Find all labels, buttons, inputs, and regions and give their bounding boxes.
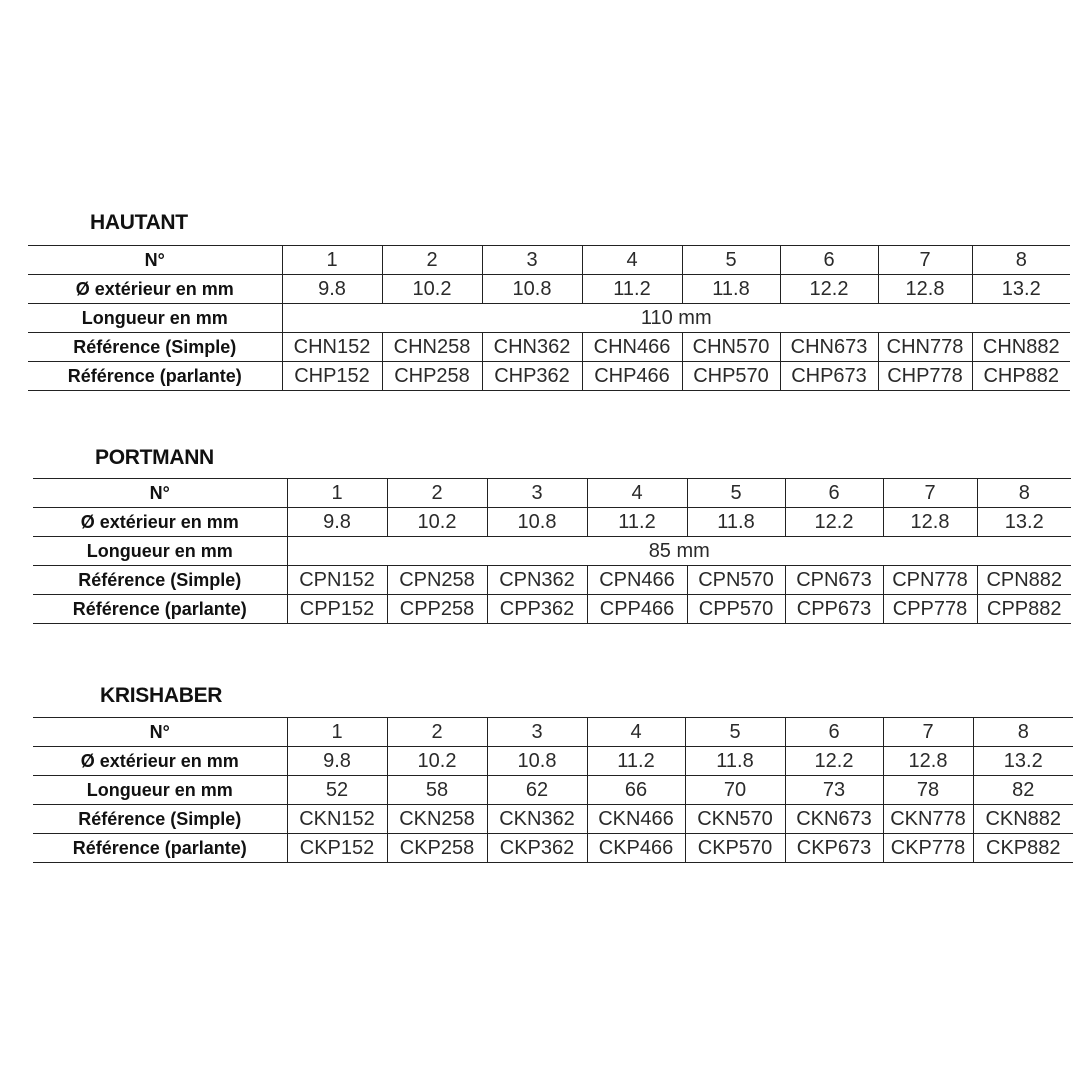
table-cell: 10.8 [487, 508, 587, 537]
table-cell: CHP570 [682, 362, 780, 391]
table-cell: 3 [487, 479, 587, 508]
table-cell: 12.2 [785, 508, 883, 537]
table-cell: 82 [973, 776, 1073, 805]
table-row [33, 747, 1073, 776]
table-row [33, 834, 1073, 863]
table-cell: 10.2 [387, 508, 487, 537]
row-label-length: Longueur en mm [28, 304, 282, 333]
spec-table [33, 717, 1073, 863]
table-cell: 13.2 [977, 508, 1071, 537]
table-cell: CKN673 [785, 805, 883, 834]
table-cell: CKN362 [487, 805, 587, 834]
table-cell: CKP570 [685, 834, 785, 863]
table-cell: CHP362 [482, 362, 582, 391]
table-row [33, 718, 1073, 747]
row-label-length: Longueur en mm [33, 537, 287, 566]
table-row [28, 275, 1070, 304]
table-cell: 13.2 [972, 275, 1070, 304]
row-label-ref-simple: Référence (Simple) [28, 333, 282, 362]
table-row [28, 246, 1070, 275]
table-cell: 78 [883, 776, 973, 805]
row-label-diameter: Ø extérieur en mm [33, 508, 287, 537]
row-label-length: Longueur en mm [33, 776, 287, 805]
table-cell: 1 [287, 718, 387, 747]
table-cell: 11.2 [587, 508, 687, 537]
row-label-number: N° [33, 718, 287, 747]
section-title: KRISHABER [100, 684, 223, 707]
table-cell: CKP152 [287, 834, 387, 863]
table-cell: CPN778 [883, 566, 977, 595]
spec-table [33, 478, 1071, 624]
table-cell: CPP673 [785, 595, 883, 624]
merged-length-cell: 85 mm [287, 537, 1071, 566]
table-cell: CKP673 [785, 834, 883, 863]
table-row [33, 508, 1071, 537]
table-cell: 9.8 [282, 275, 382, 304]
table-cell: 52 [287, 776, 387, 805]
table-cell: 5 [682, 246, 780, 275]
table-cell: CKP778 [883, 834, 973, 863]
table-cell: CHN570 [682, 333, 780, 362]
table-row [28, 304, 1070, 333]
table-cell: 9.8 [287, 747, 387, 776]
table-row [33, 595, 1071, 624]
table-cell: CKP258 [387, 834, 487, 863]
table-cell: 11.2 [582, 275, 682, 304]
table-cell: CHN466 [582, 333, 682, 362]
table-cell: CHP882 [972, 362, 1070, 391]
table-row [33, 776, 1073, 805]
table-cell: 1 [287, 479, 387, 508]
table-cell: 12.8 [883, 508, 977, 537]
table-cell: 66 [587, 776, 685, 805]
table-cell: 10.2 [387, 747, 487, 776]
row-label-number: N° [33, 479, 287, 508]
table-cell: 7 [883, 718, 973, 747]
table-cell: 11.2 [587, 747, 685, 776]
row-label-ref-parlante: Référence (parlante) [33, 595, 287, 624]
row-label-ref-parlante: Référence (parlante) [33, 834, 287, 863]
table-cell: 10.8 [482, 275, 582, 304]
row-label-diameter: Ø extérieur en mm [28, 275, 282, 304]
table-row [33, 479, 1071, 508]
table-cell: CHN362 [482, 333, 582, 362]
table-cell: CPP152 [287, 595, 387, 624]
table-cell: 6 [785, 479, 883, 508]
table-cell: 12.2 [785, 747, 883, 776]
table-row [33, 805, 1073, 834]
table-cell: 3 [482, 246, 582, 275]
section-title: PORTMANN [95, 446, 214, 469]
table-cell: CHN778 [878, 333, 972, 362]
table-cell: CHP466 [582, 362, 682, 391]
table-cell: 13.2 [973, 747, 1073, 776]
spec-table [28, 245, 1070, 391]
table-cell: 12.8 [883, 747, 973, 776]
row-label-ref-parlante: Référence (parlante) [28, 362, 282, 391]
table-cell: 2 [387, 718, 487, 747]
table-cell: 11.8 [687, 508, 785, 537]
table-cell: 4 [587, 718, 685, 747]
table-cell: CPN673 [785, 566, 883, 595]
table-cell: CKN778 [883, 805, 973, 834]
table-cell: CPP466 [587, 595, 687, 624]
table-cell: CKP466 [587, 834, 685, 863]
table-cell: CPN882 [977, 566, 1071, 595]
table-cell: CHN258 [382, 333, 482, 362]
table-cell: 11.8 [682, 275, 780, 304]
table-cell: CKP362 [487, 834, 587, 863]
table-cell: CKN466 [587, 805, 685, 834]
table-cell: CHP778 [878, 362, 972, 391]
table-cell: 8 [972, 246, 1070, 275]
table-row [33, 566, 1071, 595]
table-cell: CKN152 [287, 805, 387, 834]
table-cell: 6 [785, 718, 883, 747]
table-cell: CHP152 [282, 362, 382, 391]
table-cell: CKN258 [387, 805, 487, 834]
table-cell: CHN152 [282, 333, 382, 362]
table-cell: CHN673 [780, 333, 878, 362]
table-row [28, 362, 1070, 391]
table-cell: 11.8 [685, 747, 785, 776]
table-cell: CPN362 [487, 566, 587, 595]
section-title: HAUTANT [90, 211, 188, 234]
row-label-ref-simple: Référence (Simple) [33, 805, 287, 834]
table-cell: CPN258 [387, 566, 487, 595]
table-cell: 5 [685, 718, 785, 747]
table-cell: 12.8 [878, 275, 972, 304]
table-cell: 9.8 [287, 508, 387, 537]
table-cell: 62 [487, 776, 587, 805]
table-cell: 3 [487, 718, 587, 747]
row-label-number: N° [28, 246, 282, 275]
table-cell: 8 [973, 718, 1073, 747]
table-cell: CPP258 [387, 595, 487, 624]
table-cell: CKN570 [685, 805, 785, 834]
table-cell: 4 [582, 246, 682, 275]
table-cell: 58 [387, 776, 487, 805]
table-cell: CPP882 [977, 595, 1071, 624]
table-cell: CPN466 [587, 566, 687, 595]
table-cell: CKN882 [973, 805, 1073, 834]
table-cell: 2 [387, 479, 487, 508]
table-cell: CPP570 [687, 595, 785, 624]
row-label-ref-simple: Référence (Simple) [33, 566, 287, 595]
table-cell: 7 [878, 246, 972, 275]
table-cell: 73 [785, 776, 883, 805]
row-label-diameter: Ø extérieur en mm [33, 747, 287, 776]
table-cell: CPN570 [687, 566, 785, 595]
table-cell: CPN152 [287, 566, 387, 595]
table-cell: CHN882 [972, 333, 1070, 362]
table-cell: 10.8 [487, 747, 587, 776]
table-cell: 6 [780, 246, 878, 275]
table-cell: 8 [977, 479, 1071, 508]
table-cell: CPP778 [883, 595, 977, 624]
table-cell: 70 [685, 776, 785, 805]
table-cell: 1 [282, 246, 382, 275]
table-cell: 10.2 [382, 275, 482, 304]
table-row [33, 537, 1071, 566]
table-cell: 12.2 [780, 275, 878, 304]
table-cell: CHP258 [382, 362, 482, 391]
table-cell: 2 [382, 246, 482, 275]
table-cell: CKP882 [973, 834, 1073, 863]
table-cell: 5 [687, 479, 785, 508]
table-cell: CHP673 [780, 362, 878, 391]
merged-length-cell: 110 mm [282, 304, 1070, 333]
table-cell: 7 [883, 479, 977, 508]
table-cell: CPP362 [487, 595, 587, 624]
table-cell: 4 [587, 479, 687, 508]
table-row [28, 333, 1070, 362]
